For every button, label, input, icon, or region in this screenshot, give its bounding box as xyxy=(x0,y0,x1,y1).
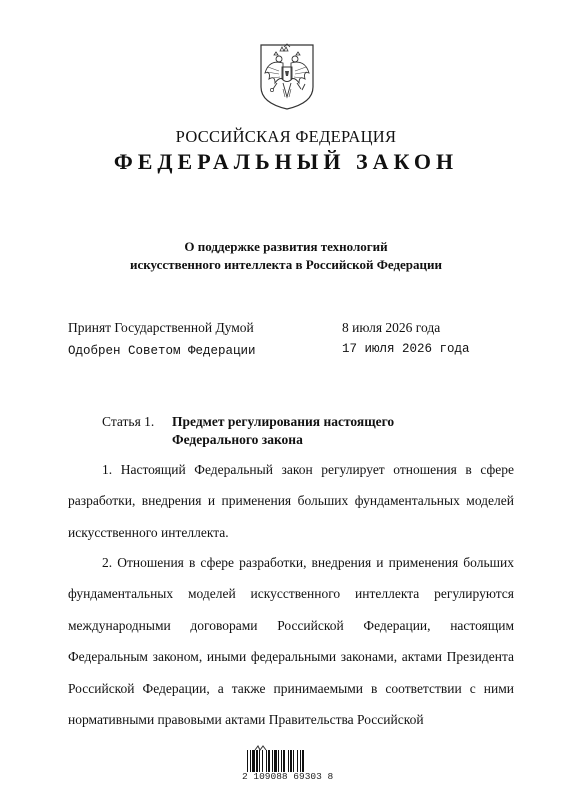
paragraph-2-text: 2. Отношения в сфере разработки, внедрения и применения больших фундаментальных моделей искусственного интеллекта регулируются международными договорами Российской Федерации, настоящим Федеральным законом, иными федеральными законами, актами Президента Российской Федерации, а также принимаемыми в соответствии с ними нормативными правовыми актами Правительства Российской xyxy=(68,555,514,728)
paragraph-2 xyxy=(68,547,514,735)
article-title-line-1: Предмет регулирования настоящего xyxy=(172,414,395,429)
document-type: ФЕДЕРАЛЬНЫЙ ЗАКОН xyxy=(113,149,459,174)
country-name: РОССИЙСКАЯ ФЕДЕРАЦИЯ xyxy=(175,127,397,146)
law-title xyxy=(0,238,572,274)
duma-adoption-date: 8 июля 2026 года xyxy=(342,320,441,335)
law-title-line-2: искусственного интеллекта в Российской Федерации xyxy=(129,257,443,272)
barcode-icon xyxy=(246,750,338,772)
law-title-line-1: О поддержке развития технологий xyxy=(184,239,388,254)
duma-adoption-label: Принят Государственной Думой xyxy=(68,320,254,335)
paragraph-1 xyxy=(68,454,514,548)
council-approval-label: Одобрен Советом Федерации xyxy=(68,344,256,358)
article-title-line-2: Федерального закона xyxy=(172,432,303,447)
paragraph-1-text: 1. Настоящий Федеральный закон регулирует отношения в сфере разработки, внедрения и применения больших фундаментальных моделей искусственного интеллекта. xyxy=(68,462,514,540)
barcode-number: 2 109088 69303 8 xyxy=(242,771,334,782)
article-title xyxy=(172,413,472,449)
council-approval-date: 17 июля 2026 года xyxy=(342,342,470,356)
coat-of-arms-icon xyxy=(259,43,315,111)
article-number: Статья 1. xyxy=(102,414,155,429)
